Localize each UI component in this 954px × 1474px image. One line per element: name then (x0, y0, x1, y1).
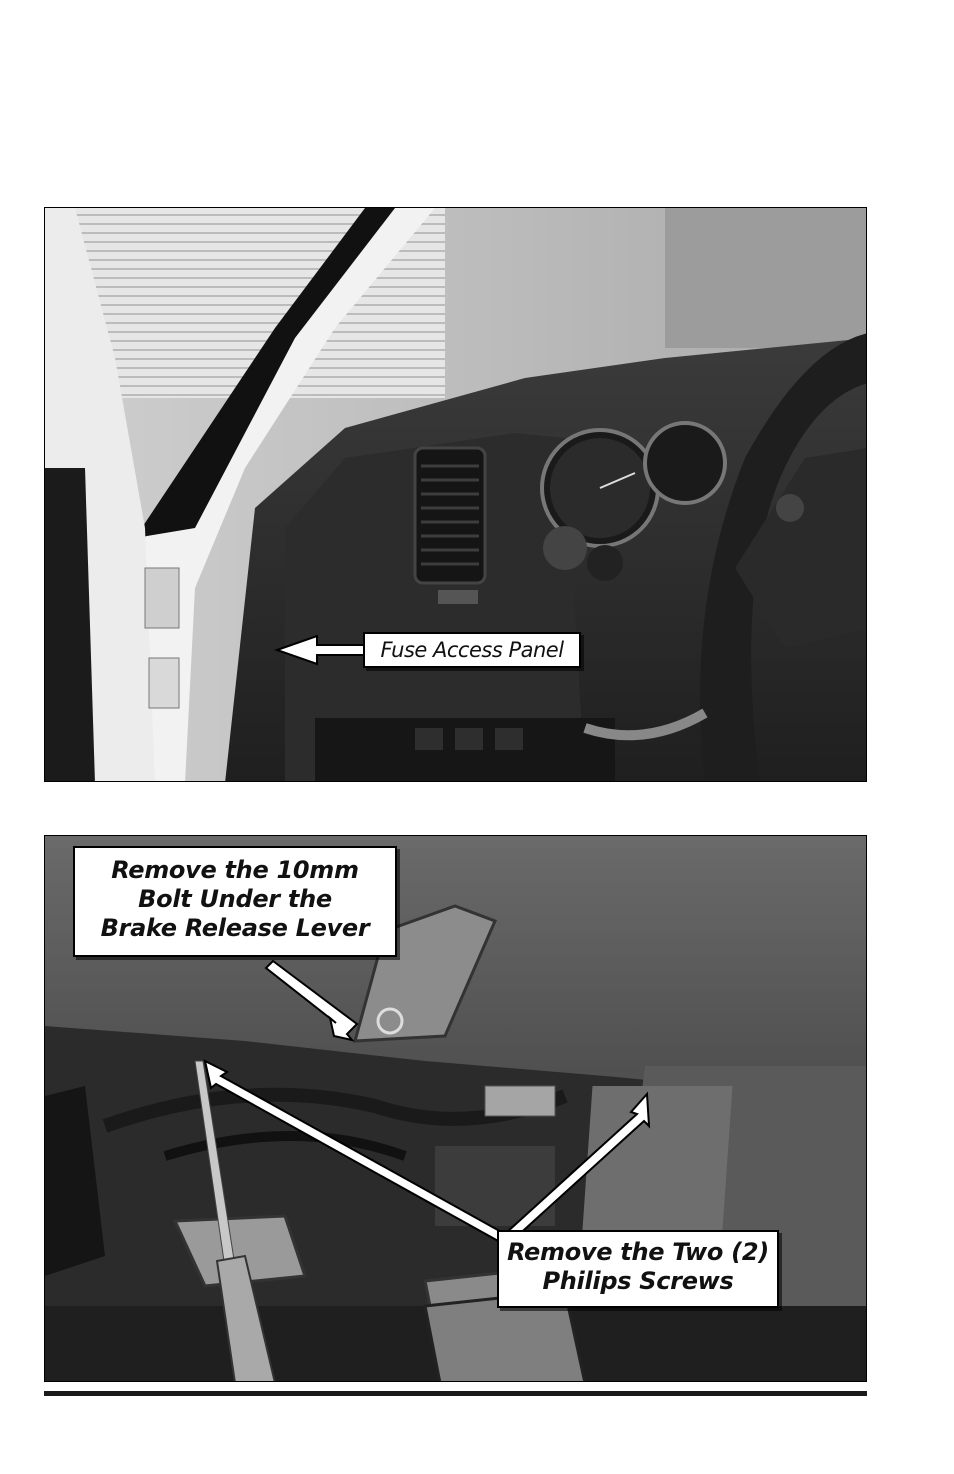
remove-bolt-line-3: Brake Release Lever (100, 913, 370, 942)
page-footer-rule (44, 1391, 867, 1396)
remove-screws-line-1: Remove the Two (2) (507, 1238, 769, 1266)
under-dash-photo (44, 835, 867, 1382)
dashboard-photo (44, 207, 867, 782)
remove-bolt-line-1: Remove the 10mm (111, 856, 359, 884)
dashboard-illustration (45, 208, 867, 782)
remove-bolt-label (73, 846, 397, 957)
remove-screws-line-2: Philips Screws (542, 1266, 734, 1295)
fuse-access-panel-label: Fuse Access Panel (363, 632, 581, 668)
remove-screws-label (497, 1230, 779, 1308)
remove-bolt-line-2: Bolt Under the (138, 884, 332, 913)
